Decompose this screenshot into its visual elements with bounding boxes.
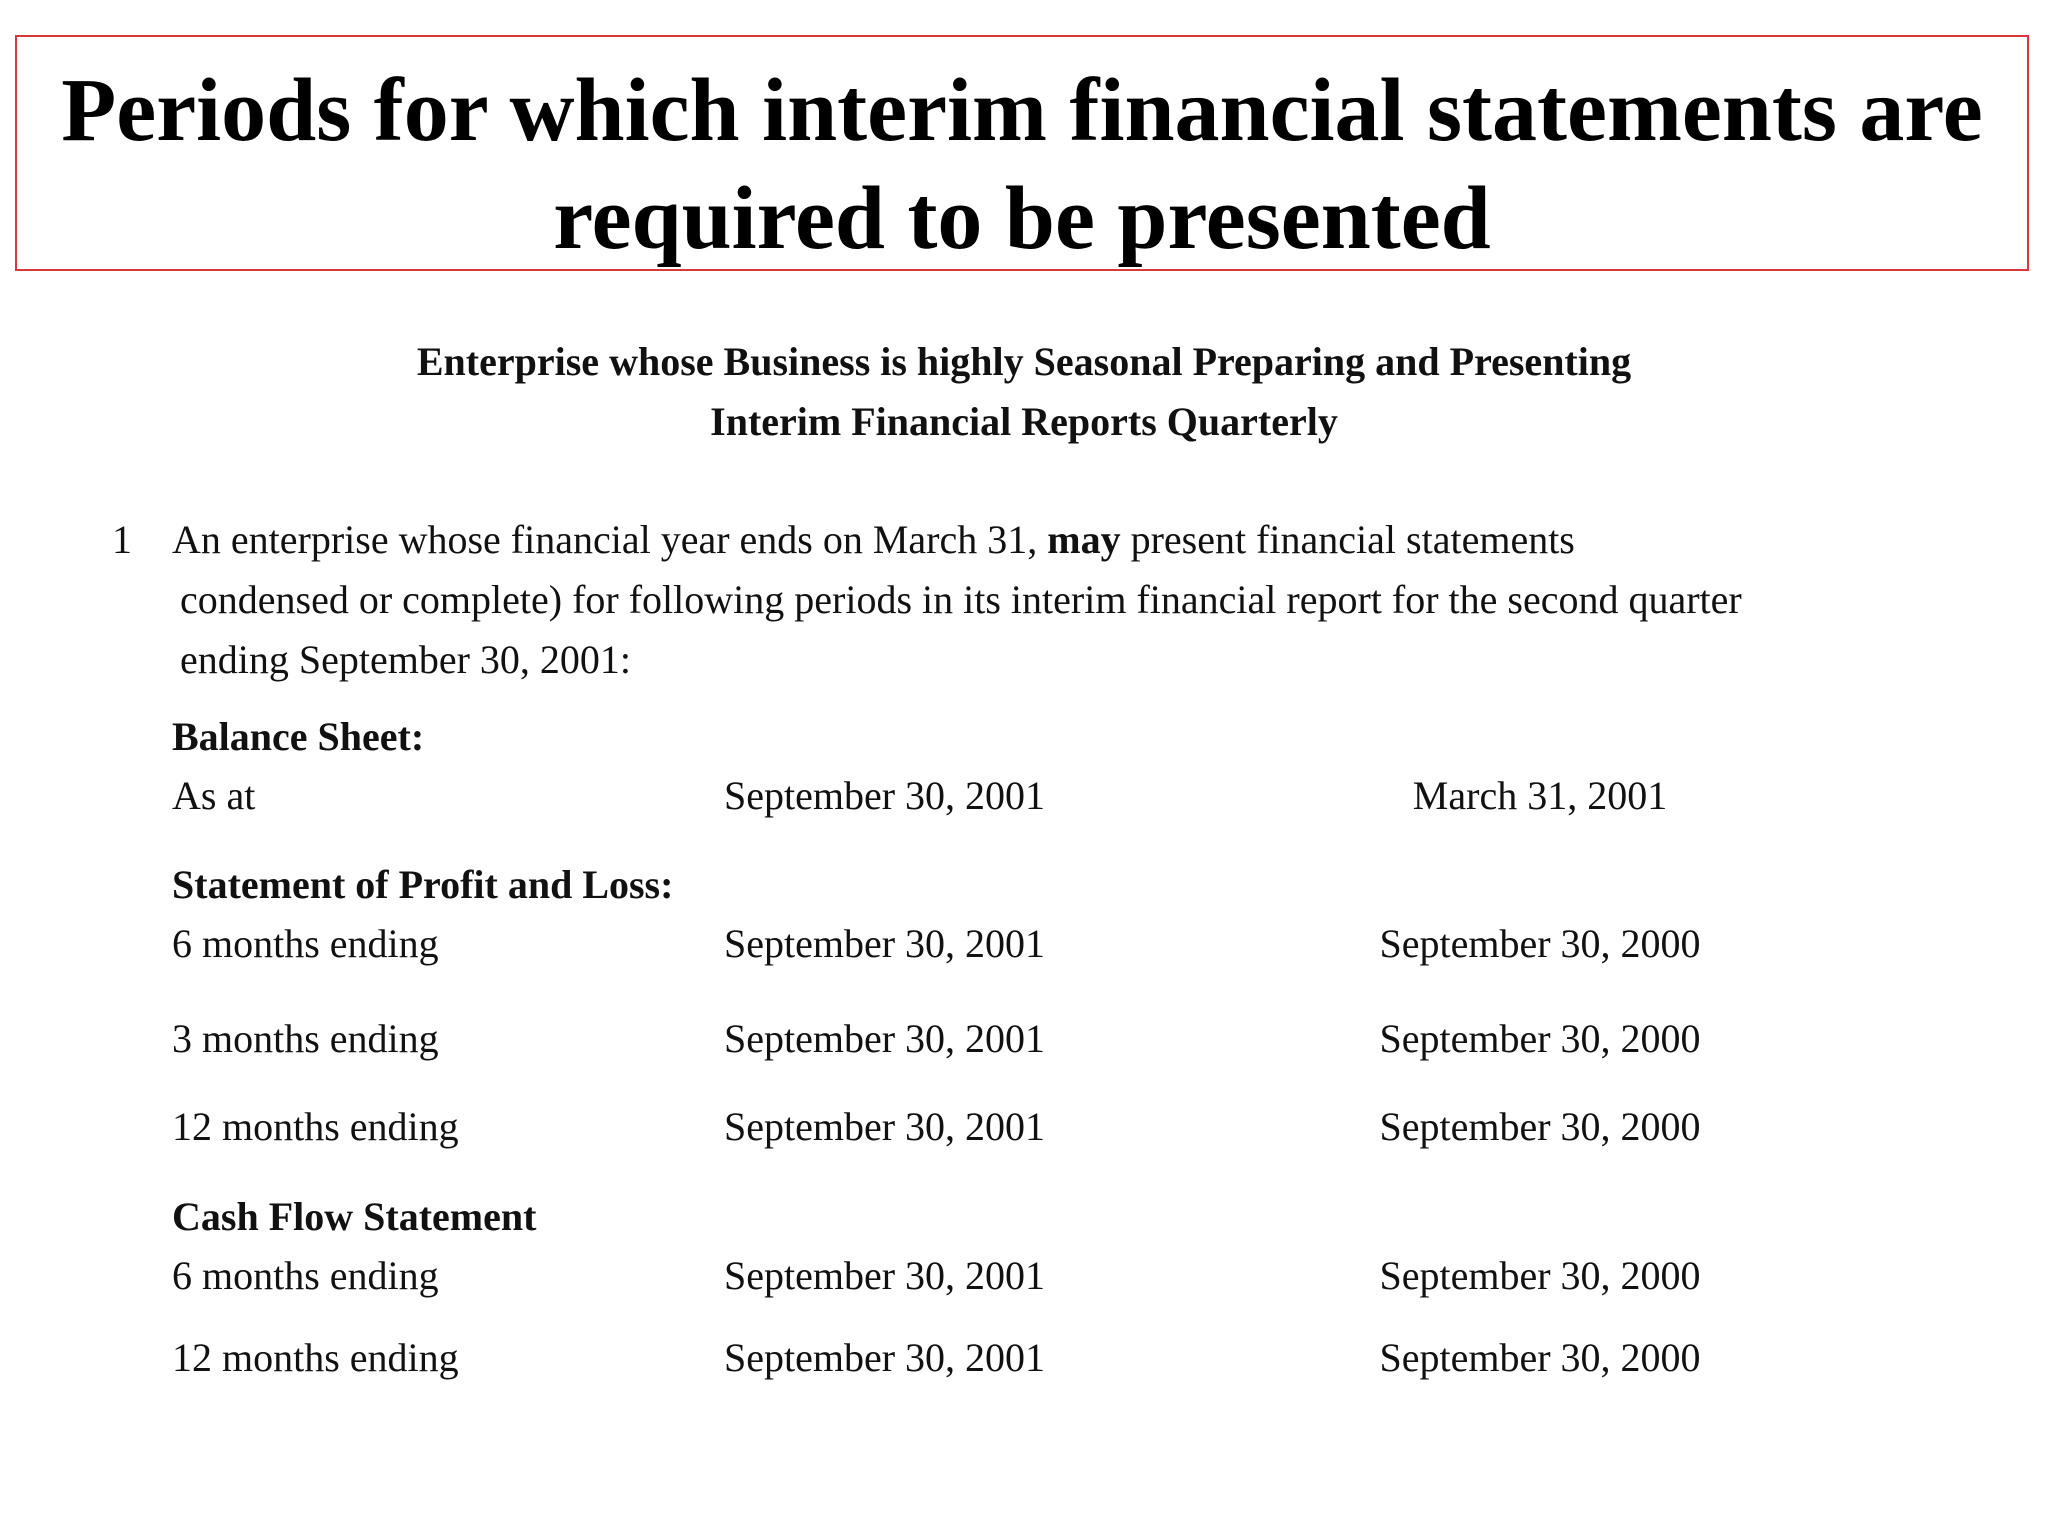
item-line-3: ending September 30, 2001:: [180, 637, 632, 682]
item-emphasis: may: [1047, 517, 1121, 562]
row-comparative-date: September 30, 2000: [1379, 921, 1701, 966]
cash-flow-row: [0, 1333, 2048, 1383]
title-line-1: Periods for which interim financial statements are: [61, 61, 1983, 160]
row-label: As at: [172, 773, 256, 818]
page-title: [17, 57, 2027, 273]
row-label: 3 months ending: [172, 1016, 439, 1061]
row-current-date: September 30, 2001: [724, 1104, 1046, 1149]
row-comparative-date: September 30, 2000: [1379, 1253, 1701, 1298]
cash-flow-heading: Cash Flow Statement: [172, 1194, 537, 1239]
row-comparative-date: September 30, 2000: [1379, 1016, 1701, 1061]
row-current-date: September 30, 2001: [724, 773, 1046, 818]
row-current-date: September 30, 2001: [724, 921, 1046, 966]
subheading: [0, 332, 2048, 452]
profit-loss-row: [0, 919, 2048, 969]
subheading-line-1: Enterprise whose Business is highly Seasonal Preparing and Presenting: [416, 339, 1632, 384]
title-line-2: required to be presented: [553, 169, 1491, 268]
profit-loss-row: [0, 1102, 2048, 1152]
row-current-date: September 30, 2001: [724, 1016, 1046, 1061]
item-line-1-before: An enterprise whose financial year ends on March 31,: [172, 517, 1038, 562]
item-number: 1: [112, 517, 132, 562]
row-label: 6 months ending: [172, 921, 439, 966]
row-label: 12 months ending: [172, 1104, 459, 1149]
balance-sheet-row: [0, 771, 2048, 821]
row-current-date: September 30, 2001: [724, 1335, 1046, 1380]
row-label: 12 months ending: [172, 1335, 459, 1380]
balance-sheet-heading: Balance Sheet:: [172, 714, 425, 759]
item-line-2: condensed or complete) for following periods in its interim financial report for the second quarter: [180, 577, 1742, 622]
item-line-1: [172, 510, 1872, 570]
row-comparative-date: September 30, 2000: [1379, 1104, 1701, 1149]
subheading-line-2: Interim Financial Reports Quarterly: [710, 399, 1338, 444]
row-comparative-date: September 30, 2000: [1379, 1335, 1701, 1380]
row-label: 6 months ending: [172, 1253, 439, 1298]
row-comparative-date: March 31, 2001: [1412, 773, 1668, 818]
item-paragraph: [172, 510, 1872, 690]
profit-loss-heading: Statement of Profit and Loss:: [172, 862, 674, 907]
cash-flow-row: [0, 1251, 2048, 1301]
title-box: [15, 35, 2029, 271]
profit-loss-row: [0, 1014, 2048, 1064]
item-line-1-after: present financial statements: [1130, 517, 1575, 562]
row-current-date: September 30, 2001: [724, 1253, 1046, 1298]
